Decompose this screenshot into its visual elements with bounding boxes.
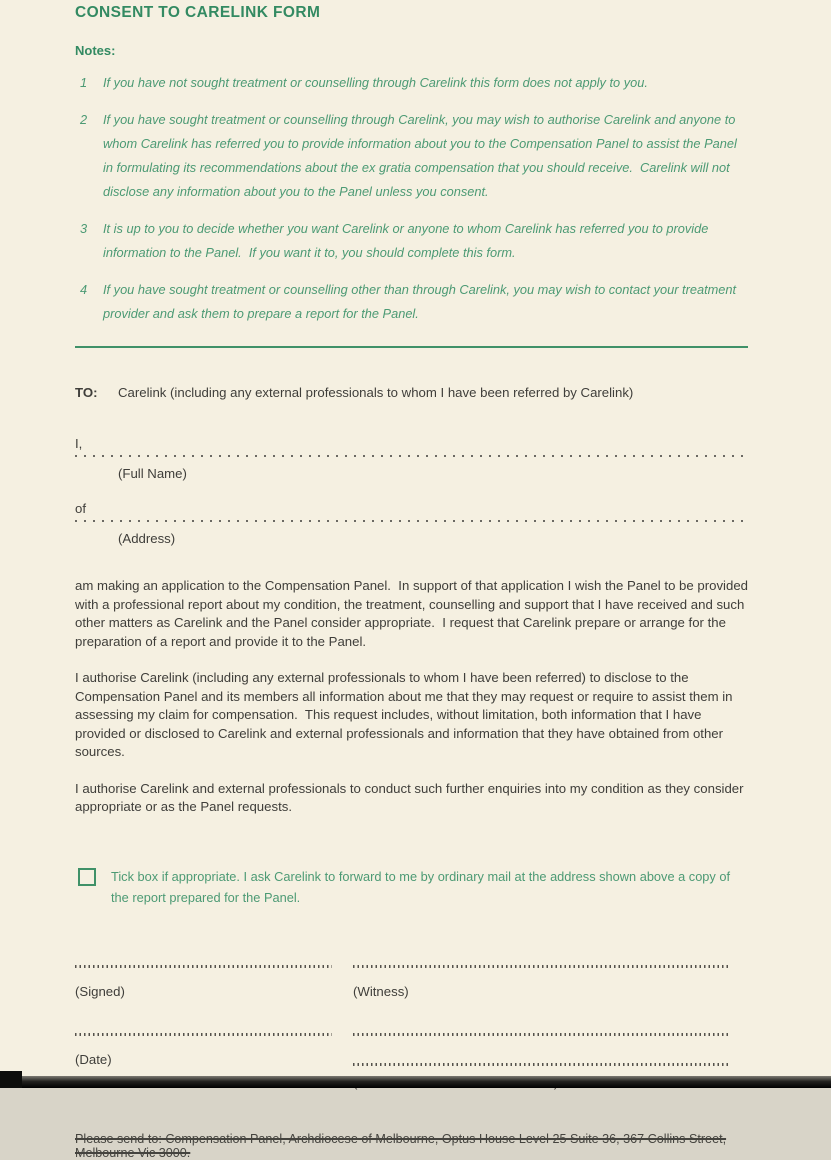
date-label: (Date) — [75, 1051, 112, 1067]
note-number: 4 — [80, 282, 88, 297]
application-paragraph: am making an application to the Compensation Panel. In support of that application I wish the Panel to be provided with a professional report about my condition, the treatment, counselling and support that I have received and such other matters as Carelink and the Panel consider appropriate. I request that Carelink prepare or arrange for the preparation of a report and provide it to the Panel. — [75, 578, 752, 649]
authorise-disclosure-paragraph: I authorise Carelink (including any external professionals to whom I have been referred) to disclose to the Compensation Panel and its members all information about me that they may request or require to assist them in assessing my claim for compensation. This request includes, without limitation, both information that I have provided or disclosed to Carelink and external professionals and information that they have obtained from other sources. — [75, 670, 737, 759]
note-text: If you have sought treatment or counselling other than through Carelink, you may wish to contact your treatment provider and ask them to prepare a report for the Panel. — [103, 282, 740, 321]
mail-copy-label: Tick box if appropriate. I ask Carelink to forward to me by ordinary mail at the address shown above a copy of the report prepared for the Panel. — [111, 868, 734, 905]
mail-copy-checkbox[interactable] — [78, 868, 96, 886]
signature-section — [75, 965, 748, 1090]
address-field-block — [75, 501, 748, 546]
mailing-instruction — [75, 1132, 748, 1160]
note-text: It is up to you to decide whether you want Carelink or anyone to whom Carelink has referred you to provide information to the Panel. If you want it to, you should complete this form. — [103, 221, 712, 260]
note-text: If you have sought treatment or counselling through Carelink, you may wish to authorise Carelink and anyone to whom Carelink has referred you to provide information about you to the Compensation Panel to assist the Panel in formulating its recommendations about the ex gratia compensation that you should receive. Carelink will not disclose any information about you to the Panel unless you consent. — [103, 112, 741, 199]
signed-line[interactable] — [75, 965, 332, 968]
scanner-edge-band — [0, 1076, 831, 1088]
mail-copy-option — [75, 866, 748, 908]
notes-heading: Notes: — [75, 43, 116, 58]
note-item-2 — [75, 108, 748, 204]
signed-label: (Signed) — [75, 983, 125, 999]
to-row — [75, 385, 748, 400]
note-text: If you have not sought treatment or counselling through Carelink this form does not apply to you. — [103, 75, 648, 90]
address-label: (Address) — [118, 531, 176, 546]
witness-address-line[interactable] — [353, 1063, 731, 1066]
full-name-input[interactable] — [75, 454, 748, 457]
section-divider — [75, 346, 748, 348]
address-prefix: of — [75, 501, 86, 516]
date-line[interactable] — [75, 1033, 332, 1036]
witness-name-line[interactable] — [353, 1033, 731, 1036]
witness-line[interactable] — [353, 965, 731, 968]
to-value: Carelink (including any external professionals to whom I have been referred by Carelink) — [118, 385, 634, 400]
form-content — [75, 0, 752, 1160]
note-number: 1 — [80, 75, 88, 90]
page-title: CONSENT TO CARELINK FORM — [75, 4, 321, 21]
full-name-label: (Full Name) — [118, 466, 187, 481]
note-item-1 — [75, 71, 748, 95]
note-item-3 — [75, 217, 748, 265]
to-label: TO: — [75, 385, 98, 400]
full-name-field-block — [75, 436, 748, 481]
address-input[interactable] — [75, 519, 748, 522]
witness-label: (Witness) — [353, 983, 409, 999]
authorise-enquiries-paragraph: I authorise Carelink and external professionals to conduct such further enquiries into my condition as they consider appropriate or as the Panel requests. — [75, 780, 748, 814]
mailing-instruction-text: Please send to: Compensation Panel, Archdiocese of Melbourne, Optus House Level 25 Suite 36, 367 Collins Street, Melbourne Vic 3000. — [75, 1131, 727, 1160]
note-number: 2 — [80, 112, 88, 127]
note-number: 3 — [80, 221, 88, 236]
note-item-4 — [75, 278, 748, 326]
full-name-prefix: I, — [75, 436, 83, 451]
